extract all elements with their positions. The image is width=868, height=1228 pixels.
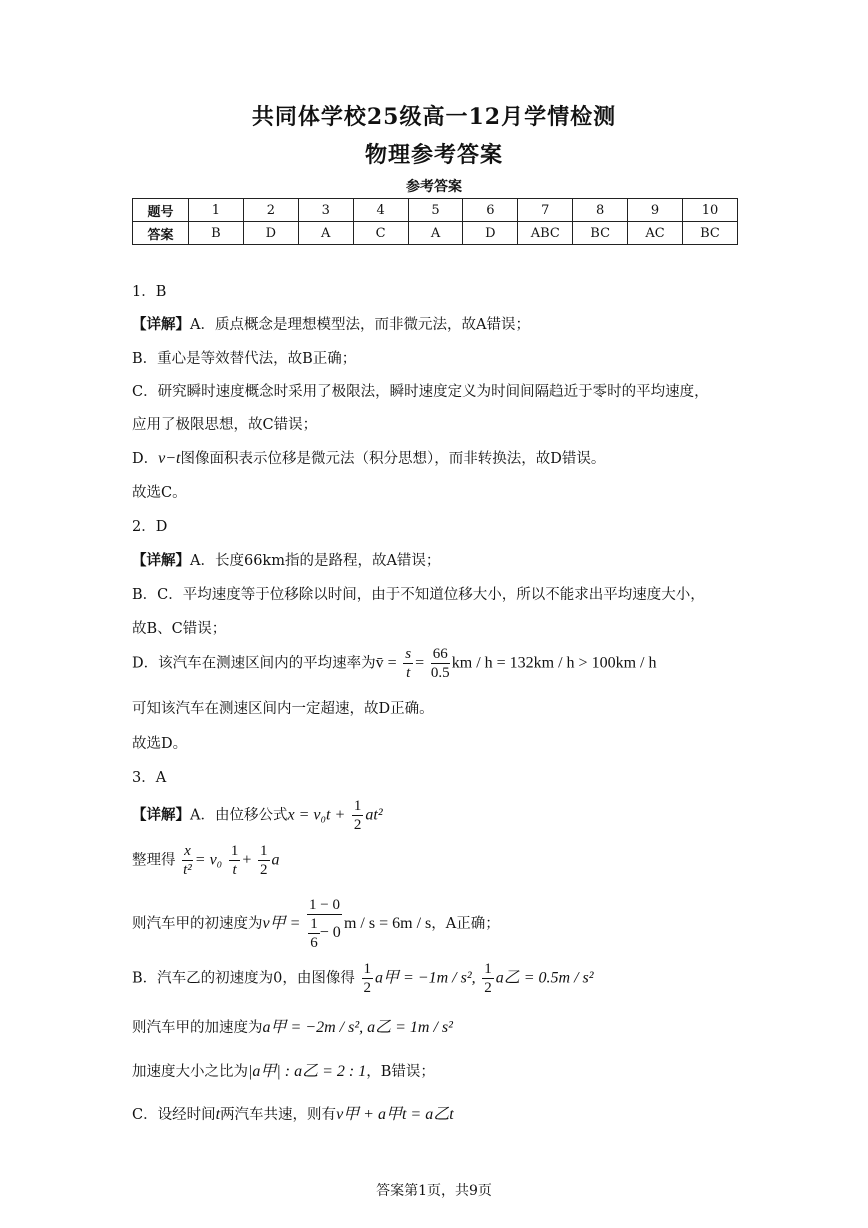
question-3-initial-velocity bbox=[132, 896, 500, 952]
table-cell: 7 bbox=[518, 199, 573, 222]
math-expression: = v₀ bbox=[194, 851, 223, 869]
question-2-conclusion: 故选D。 bbox=[132, 736, 188, 752]
math-expression: a甲 = −2m / s², a乙 = 1m / s² bbox=[262, 1019, 453, 1036]
math-variable: v−t bbox=[158, 450, 181, 467]
fraction bbox=[182, 842, 193, 879]
fraction bbox=[403, 645, 413, 682]
question-2-detail-a bbox=[132, 549, 440, 570]
math-expression: v甲 = bbox=[262, 915, 301, 932]
page-footer: 答案第1页，共9页 bbox=[376, 1183, 492, 1199]
detail-text: A．质点概念是理想模型法，而非微元法，故A错误； bbox=[190, 317, 530, 333]
fraction-numerator: x bbox=[184, 843, 191, 859]
table-cell: 10 bbox=[683, 199, 738, 222]
detail-text: 则汽车甲的加速度为 bbox=[132, 1020, 263, 1036]
math-expression: at² bbox=[365, 806, 383, 824]
fraction: $\frac{1}{2}$ bbox=[484, 961, 492, 996]
question-2-detail-bc: B．C．平均速度等于位移除以时间，由于不知道位移大小，所以不能求出平均速度大小， bbox=[132, 587, 705, 603]
fraction bbox=[307, 896, 342, 952]
table-row bbox=[133, 222, 738, 245]
question-3-detail-b bbox=[132, 960, 594, 997]
detail-text: ，B错误； bbox=[366, 1064, 435, 1080]
math-expression: − 0 bbox=[319, 923, 341, 941]
fraction bbox=[431, 645, 450, 682]
detail-text: 则汽车甲的初速度为 bbox=[132, 916, 263, 932]
math-expression: a乙 = 0.5m / s² bbox=[495, 969, 594, 987]
table-cell: A bbox=[298, 222, 353, 245]
detail-tag: 【详解】 bbox=[132, 806, 190, 824]
question-1-detail-c: C．研究瞬时速度概念时采用了极限法，瞬时速度定义为时间间隔趋近于零时的平均速度， bbox=[132, 384, 709, 400]
fraction-numerator: 1 bbox=[353, 798, 362, 814]
detail-text: B．汽车乙的初速度为0，由图像得 bbox=[132, 970, 355, 987]
math-expression: x = v₀t + bbox=[287, 806, 346, 824]
question-1-detail-b: B．重心是等效替代法，故B正确； bbox=[132, 351, 357, 367]
fraction-denominator: 2 bbox=[353, 817, 362, 833]
question-2-detail-bc-cont: 故B、C错误； bbox=[132, 621, 227, 637]
fraction bbox=[352, 797, 364, 834]
fraction-denominator: t bbox=[232, 862, 237, 878]
fraction bbox=[258, 842, 270, 879]
page-subtitle: 物理参考答案 bbox=[364, 142, 503, 168]
table-cell: BC bbox=[573, 222, 628, 245]
table-cell: D bbox=[243, 222, 298, 245]
table-cell: ABC bbox=[518, 222, 573, 245]
fraction-denominator: 6 bbox=[310, 935, 318, 951]
math-expression: a甲 = −1m / s², bbox=[375, 969, 476, 987]
detail-text: C．设经时间 bbox=[132, 1107, 216, 1123]
fraction-denominator: t² bbox=[183, 862, 192, 878]
math-expression: m / s = 6m / s bbox=[343, 915, 432, 932]
math-expression: |a甲| : a乙 = 2 : 1 bbox=[248, 1063, 367, 1080]
table-caption: 参考答案 bbox=[406, 179, 462, 195]
question-1-detail-d bbox=[132, 447, 605, 468]
table-cell: 2 bbox=[243, 199, 298, 222]
table-cell: AC bbox=[628, 222, 683, 245]
fraction-numerator: 1 bbox=[310, 916, 318, 932]
detail-text: 图像面积表示位移是微元法（积分思想），而非转换法，故D错误。 bbox=[180, 451, 606, 467]
question-2-detail-d: D．该汽车在测速区间内的平均速率为v̄ = $\frac{s}{t}$ = $\frac{66}{0.5}$ km / h = 132km / h > 100km / h bbox=[132, 646, 657, 681]
fraction-denominator: 0.5 bbox=[430, 665, 450, 681]
fraction-denominator: 2 bbox=[260, 862, 268, 878]
question-2-heading: 2．D bbox=[132, 519, 168, 535]
fraction-numerator: 1 bbox=[260, 843, 268, 859]
table-cell: 9 bbox=[628, 199, 683, 222]
table-cell: 4 bbox=[353, 199, 408, 222]
fraction bbox=[229, 842, 241, 879]
math-expression: v̄ = bbox=[375, 654, 397, 672]
detail-text: A．长度66km指的是路程，故A错误； bbox=[190, 553, 441, 569]
table-cell: BC bbox=[683, 222, 738, 245]
question-3-rearranged bbox=[132, 842, 280, 879]
question-3-acceleration bbox=[132, 1014, 453, 1037]
table-header-cell: 答案 bbox=[133, 222, 189, 245]
table-cell: D bbox=[463, 222, 518, 245]
question-3-detail-c bbox=[132, 1101, 454, 1124]
question-3-detail-a bbox=[132, 797, 383, 834]
math-variable: t bbox=[215, 1106, 221, 1123]
table-cell: 8 bbox=[573, 199, 628, 222]
fraction-denominator bbox=[307, 915, 342, 952]
fraction-numerator: 66 bbox=[432, 646, 448, 662]
fraction-numerator: 1 − 0 bbox=[309, 897, 340, 913]
detail-text: D．该汽车在测速区间内的平均速率为 bbox=[132, 655, 376, 672]
fraction-denominator: t bbox=[406, 665, 411, 681]
detail-text: 加速度大小之比为 bbox=[132, 1064, 248, 1080]
table-cell: B bbox=[189, 222, 244, 245]
table-cell: C bbox=[353, 222, 408, 245]
math-expression: a bbox=[271, 851, 280, 869]
detail-text: A．由位移公式 bbox=[190, 807, 288, 824]
table-cell: 5 bbox=[408, 199, 463, 222]
math-expression: v甲 + a甲t = a乙t bbox=[336, 1106, 454, 1123]
detail-text: D． bbox=[132, 451, 159, 467]
fraction-numerator: s bbox=[405, 646, 412, 662]
question-1-detail-a bbox=[132, 313, 530, 334]
fraction-numerator: 1 bbox=[230, 843, 239, 859]
question-3-heading: 3．A bbox=[132, 770, 167, 786]
question-1-heading: 1．B bbox=[132, 284, 167, 300]
answer-table bbox=[132, 198, 738, 245]
table-cell: 6 bbox=[463, 199, 518, 222]
question-2-detail-d-cont: 可知该汽车在测速区间内一定超速，故D正确。 bbox=[132, 701, 434, 717]
fraction: $\frac{1}{2}$ bbox=[363, 961, 371, 996]
detail-text: 整理得 bbox=[132, 852, 176, 869]
question-1-conclusion: 故选C。 bbox=[132, 485, 187, 501]
question-1-detail-c-cont: 应用了极限思想，故C错误； bbox=[132, 417, 318, 433]
table-cell: 3 bbox=[298, 199, 353, 222]
table-header-cell: 题号 bbox=[133, 199, 189, 222]
math-expression: + bbox=[242, 851, 252, 869]
math-expression: km / h = 132km / h > 100km / h bbox=[451, 654, 657, 672]
table-row bbox=[133, 199, 738, 222]
page-title: 共同体学校25级高一12月学情检测 bbox=[251, 104, 617, 130]
table-cell: 1 bbox=[189, 199, 244, 222]
question-3-ratio bbox=[132, 1058, 435, 1081]
detail-text: ，A正确； bbox=[431, 916, 500, 932]
table-cell: A bbox=[408, 222, 463, 245]
detail-text: 两汽车共速，则有 bbox=[220, 1107, 337, 1123]
detail-tag: 【详解】 bbox=[132, 552, 190, 569]
detail-tag: 【详解】 bbox=[132, 316, 190, 333]
